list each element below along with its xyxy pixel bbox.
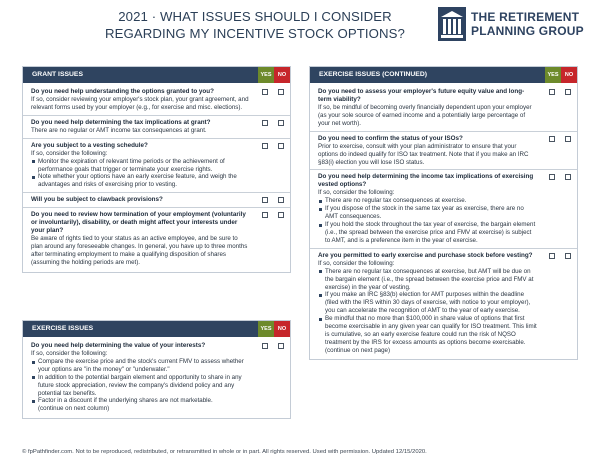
- yes-column-label: YES: [258, 67, 274, 83]
- question-title: Do you need to assess your employer's future equity value and long-term viability?: [318, 88, 525, 103]
- question-title: Will you be subject to clawback provisions?: [31, 196, 163, 204]
- question-item: [23, 83, 290, 116]
- exercise-issues-continued-panel: [309, 66, 578, 360]
- question-item: [310, 83, 577, 132]
- question-body: [31, 350, 250, 413]
- yes-checkbox[interactable]: [262, 212, 268, 218]
- no-checkbox[interactable]: [278, 212, 284, 218]
- logo-text-line-2: PLANNING GROUP: [471, 24, 584, 38]
- question-body: [31, 150, 250, 190]
- title-line-1: 2021 · WHAT ISSUES SHOULD I CONSIDER: [118, 9, 392, 24]
- question-title: Do you need help determining the value of your interests?: [31, 342, 206, 349]
- yes-checkbox[interactable]: [549, 174, 555, 180]
- yes-checkbox[interactable]: [262, 89, 268, 95]
- bullet-item: If you dispose of the stock in the same tax year as exercise, there are no AMT consequences.: [318, 205, 537, 221]
- question-item: [23, 337, 290, 418]
- page-title: [80, 8, 430, 42]
- copyright-footer: © fpPathfinder.com. Not to be reproduced, redistributed, or retransmitted in whole or in part. All rights reserved. Used with permission. Updated 12/15/2020.: [22, 449, 427, 455]
- no-checkbox[interactable]: [565, 89, 571, 95]
- no-checkbox[interactable]: [278, 120, 284, 126]
- logo-wordmark: [471, 10, 584, 38]
- question-title: Are you permitted to early exercise and purchase stock before vesting?: [318, 251, 533, 259]
- question-body: Be aware of rights tied to your status as an active employee, and be sure to plan around any foreseeable changes. In general, you have up to three months after terminating employment to make a qualifying disposition of shares (assuming the holding periods are met).: [31, 235, 248, 266]
- bullet-item: Compare the exercise price and the stock's current FMV to assess whether your options are "in the money" or "underwater.": [31, 358, 250, 374]
- panel-title: EXERCISE ISSUES: [23, 321, 258, 337]
- question-body: If so, be mindful of becoming overly financially dependent upon your employer (as your sole source of earned income and a potentially large percentage of your net worth).: [318, 104, 532, 127]
- question-item: [23, 193, 290, 208]
- question-item: [310, 132, 577, 171]
- yes-checkbox[interactable]: [262, 197, 268, 203]
- bullet-item: Monitor the expiration of relevant time periods or the achievement of performance goals that trigger or terminate your exercise rights.: [31, 158, 250, 174]
- grant-issues-panel: [22, 66, 291, 273]
- question-body: Prior to exercise, consult with your plan administrator to ensure that your options do indeed qualify for ISO tax treatment. Note that if you make an IRC §83(i) election you will lose ISO status.: [318, 142, 529, 166]
- no-checkbox[interactable]: [278, 197, 284, 203]
- no-checkbox[interactable]: [565, 174, 571, 180]
- logo-text-line-1: THE RETIREMENT: [471, 10, 580, 24]
- exercise-continued-header: [310, 67, 577, 83]
- exercise-issues-header: [23, 321, 290, 337]
- question-intro: If so, consider the following:: [318, 189, 395, 197]
- bullet-item: There are no regular tax consequences at exercise, but AMT will be due on the bargain element (i.e., the spread between the exercise price and FMV at exercise) in the year of vesting.: [318, 268, 537, 292]
- continue-note: (continue on next page): [325, 346, 391, 354]
- yes-checkbox[interactable]: [262, 343, 268, 349]
- bullet-item: Factor in a discount if the underlying shares are not marketable.: [31, 397, 250, 405]
- bullet-item: Be mindful that no more than $100,000 in share value of options that first become exercisable in any given year can qualify for ISO treatment. This limit is cumulative, so an early exercise feature could run the risk of NQSO treatment by the IRS for excess amounts as options become exercisable.: [318, 315, 537, 347]
- yes-checkbox[interactable]: [549, 136, 555, 142]
- grant-issues-header: [23, 67, 290, 83]
- bullet-list: [318, 268, 537, 347]
- question-item: [23, 208, 290, 272]
- question-title: Do you need help determining the tax implications at grant?: [31, 118, 211, 126]
- yes-checkbox[interactable]: [549, 89, 555, 95]
- question-title: Do you need help understanding the options granted to you?: [31, 88, 214, 95]
- question-title: Do you need to review how termination of your employment (voluntarily or involuntarily), disability, or death might affect your interests under your plan?: [31, 211, 246, 235]
- bullet-item: If you hold the stock throughout the tax year of exercise, the bargain element (i.e., the spread between the exercise price and FMV at exercise) is subject to AMT, and is a preference item in the year of exercise.: [318, 221, 537, 245]
- question-intro: If so, consider the following:: [31, 149, 108, 157]
- question-title: Are you subject to a vesting schedule?: [31, 141, 148, 149]
- yes-checkbox[interactable]: [549, 253, 555, 259]
- question-body: [318, 189, 537, 244]
- bullet-item: Note whether your options have an early exercise feature, and weigh the advantages and risks of exercising prior to vesting.: [31, 173, 250, 189]
- no-column-label: NO: [274, 67, 290, 83]
- panel-title: EXERCISE ISSUES (CONTINUED): [310, 67, 545, 83]
- no-column-label: NO: [561, 67, 577, 83]
- title-line-2: REGARDING MY INCENTIVE STOCK OPTIONS?: [105, 26, 405, 41]
- no-column-label: NO: [274, 321, 290, 337]
- panel-title: GRANT ISSUES: [23, 67, 258, 83]
- no-checkbox[interactable]: [565, 253, 571, 259]
- bullet-item: In addition to the potential bargain element and opportunity to share in any future stock appreciation, review the company's dividend policy and any potential tax benefits.: [31, 374, 250, 398]
- bullet-item: If you make an IRC §83(b) election for AMT purposes within the deadline (filed with the IRS within 30 days of exercise, with notice to your employer), you can accelerate the recognition of AMT to the year of early exercise.: [318, 291, 537, 315]
- question-item: [23, 139, 290, 194]
- bullet-list: [31, 158, 250, 190]
- no-checkbox[interactable]: [278, 143, 284, 149]
- exercise-issues-panel: [22, 320, 291, 419]
- question-item: [310, 170, 577, 248]
- yes-checkbox[interactable]: [262, 120, 268, 126]
- bullet-list: [318, 197, 537, 244]
- bullet-item: There are no regular tax consequences at exercise.: [318, 197, 537, 205]
- question-intro: If so, consider the following:: [318, 259, 395, 267]
- question-intro: If so, consider the following:: [31, 350, 108, 357]
- yes-column-label: YES: [545, 67, 561, 83]
- question-body: [318, 260, 537, 355]
- bullet-list: [31, 358, 250, 405]
- no-checkbox[interactable]: [278, 343, 284, 349]
- question-item: [23, 116, 290, 139]
- question-item: [310, 249, 577, 359]
- no-checkbox[interactable]: [565, 136, 571, 142]
- question-body: There are no regular or AMT income tax consequences at grant.: [31, 126, 207, 134]
- no-checkbox[interactable]: [278, 89, 284, 95]
- yes-column-label: YES: [258, 321, 274, 337]
- yes-checkbox[interactable]: [262, 143, 268, 149]
- question-title: Do you need to confirm the status of your ISOs?: [318, 134, 463, 142]
- page-header: [0, 0, 600, 58]
- question-body: If so, consider reviewing your employer's stock plan, your grant agreement, and relevant forms used by your employer (e.g., for exercise and misc. elections).: [31, 96, 249, 111]
- continue-note: (continue on next column): [38, 405, 110, 413]
- company-logo: [437, 6, 597, 44]
- columns-logo-icon: [437, 6, 467, 42]
- question-title: Do you need help determining the income tax implications of exercising vested options?: [318, 173, 534, 189]
